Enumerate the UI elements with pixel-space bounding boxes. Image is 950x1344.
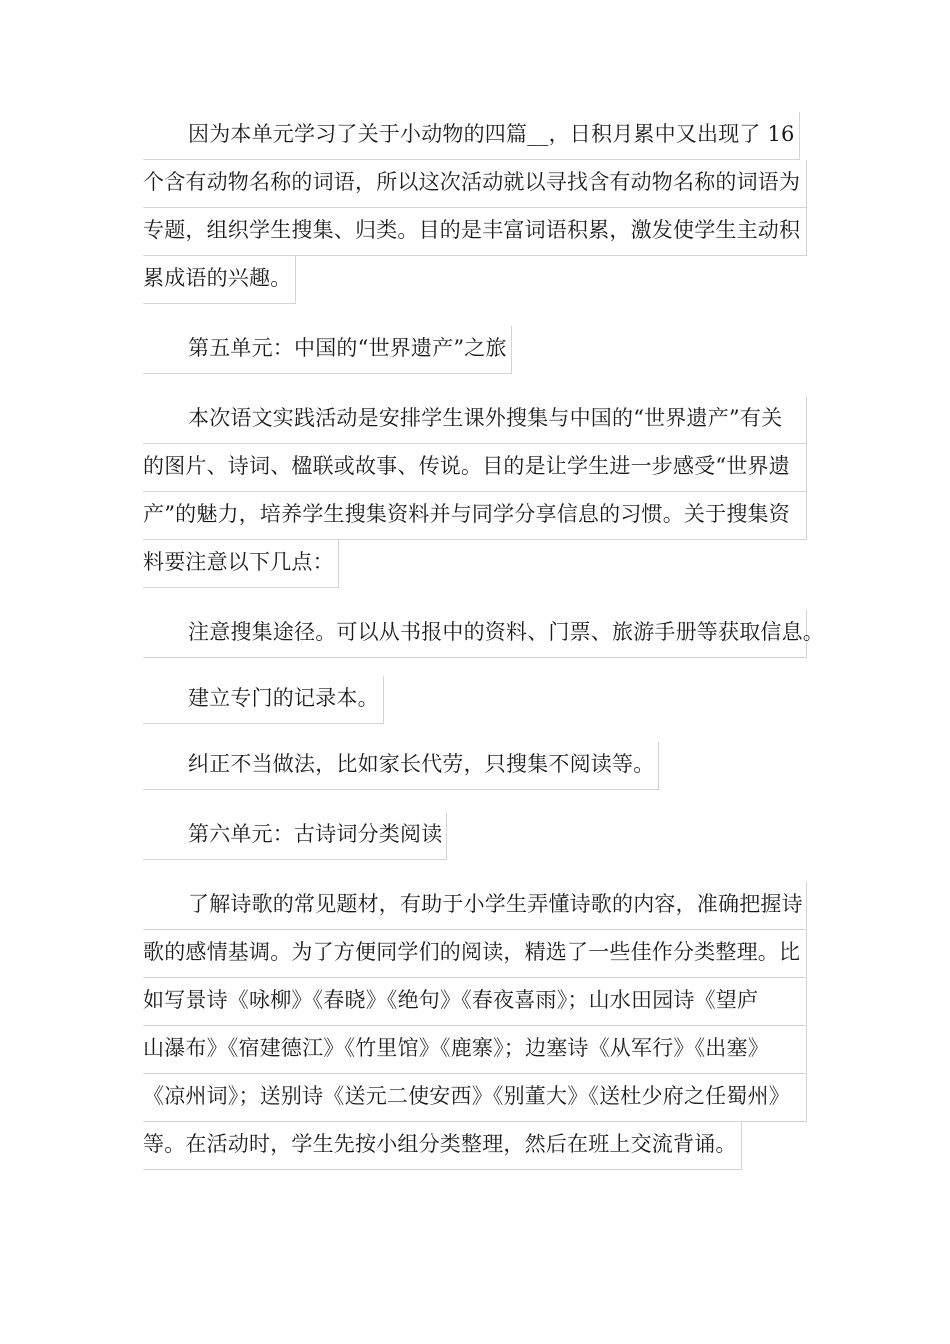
paragraph-unit-six-activity (143, 882, 807, 1170)
text-line: 建立专门的记录本。 (143, 676, 384, 724)
heading-unit-six (143, 812, 447, 860)
text-line: 个含有动物名称的词语，所以这次活动就以寻找含有动物名称的词语为 (143, 160, 807, 208)
paragraph-unit-five-activity (143, 396, 807, 588)
paragraph-unit-four-activity (143, 112, 807, 304)
text-line: 山瀑布》《宿建德江》《竹里馆》《鹿寨》；边塞诗《从军行》《出塞》 (143, 1026, 807, 1074)
text-line: 《凉州词》；送别诗《送元二使安西》《别董大》《送杜少府之任蜀州》 (143, 1074, 807, 1122)
text-line: 歌的感情基调。为了方便同学们的阅读，精选了一些佳作分类整理。比 (143, 930, 807, 978)
point-record-book (143, 676, 384, 724)
text-line: 等。在活动时，学生先按小组分类整理，然后在班上交流背诵。 (143, 1122, 742, 1170)
point-correct-practices (143, 742, 659, 790)
heading-text: 第五单元：中国的“世界遗产”之旅 (143, 326, 512, 374)
text-line: 产”的魅力，培养学生搜集资料并与同学分享信息的习惯。关于搜集资 (143, 492, 807, 540)
text-line: 专题，组织学生搜集、归类。目的是丰富词语积累，激发使学生主动积 (143, 208, 807, 256)
heading-unit-five (143, 326, 512, 374)
heading-text: 第六单元：古诗词分类阅读 (143, 812, 447, 860)
text-line: 本次语文实践活动是安排学生课外搜集与中国的“世界遗产”有关 (143, 396, 807, 444)
text-line: 的图片、诗词、楹联或故事、传说。目的是让学生进一步感受“世界遗 (143, 444, 807, 492)
text-line: 如写景诗《咏柳》《春晓》《绝句》《春夜喜雨》；山水田园诗《望庐 (143, 978, 807, 1026)
text-line: 因为本单元学习了关于小动物的四篇__，日积月累中又出现了 16 (143, 112, 800, 160)
text-line: 了解诗歌的常见题材，有助于小学生弄懂诗歌的内容，准确把握诗 (143, 882, 807, 930)
text-line: 注意搜集途径。可以从书报中的资料、门票、旅游手册等获取信息。 (143, 610, 807, 658)
point-collection-channels (143, 610, 824, 658)
text-line: 料要注意以下几点： (143, 540, 339, 588)
text-line: 累成语的兴趣。 (143, 256, 296, 304)
text-line: 纠正不当做法，比如家长代劳，只搜集不阅读等。 (143, 742, 659, 790)
